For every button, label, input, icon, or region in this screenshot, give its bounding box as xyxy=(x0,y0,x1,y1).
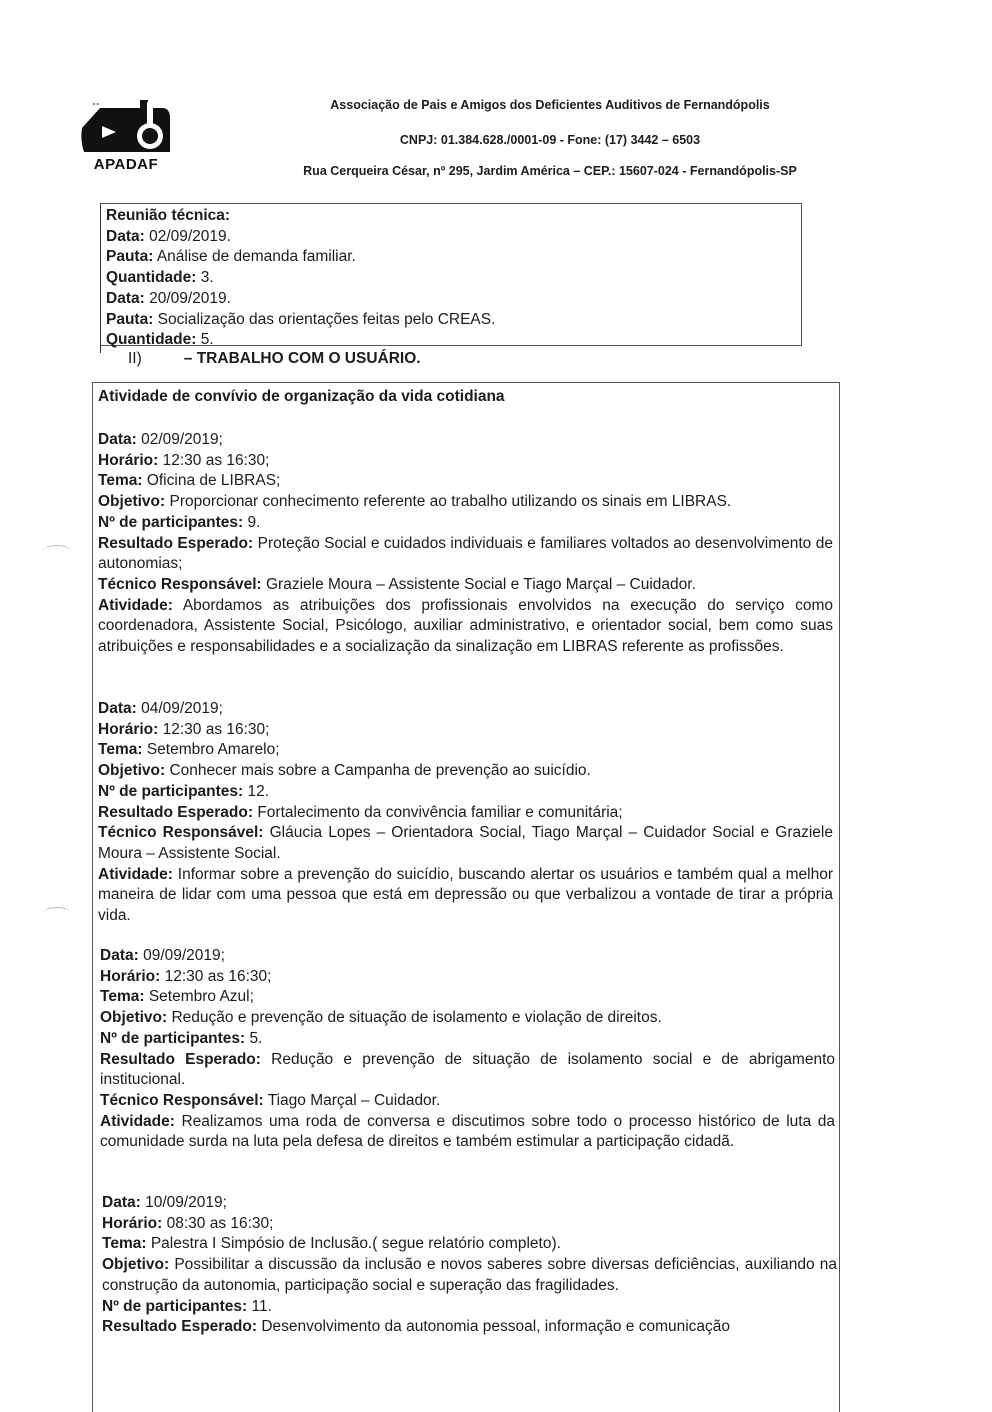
reuniao-pauta-2: Pauta: Socialização das orientações feitas pelo CREAS. xyxy=(106,310,496,328)
entry-data: Data: 09/09/2019; xyxy=(100,947,225,964)
entry-horario: Horário: 12:30 as 16:30; xyxy=(98,451,270,469)
entry-atividade: Atividade: Realizamos uma roda de conversa e discutimos sobre todo o processo histórico de luta da comunidade surda na luta pela defesa de direitos e também estimular a participação cidadã. xyxy=(100,1112,835,1151)
entry-tema: Tema: Oficina de LIBRAS; xyxy=(98,472,281,490)
entry-resultado: Resultado Esperado: Desenvolvimento da autonomia pessoal, informação e comunicação xyxy=(102,1318,731,1336)
entry-data: Data: 10/09/2019; xyxy=(102,1194,227,1211)
activity-entry-1 xyxy=(98,430,833,658)
entry-resultado: Resultado Esperado: Fortalecimento da convivência familiar e comunitária; xyxy=(98,803,623,821)
scan-punch-mark xyxy=(44,907,70,918)
entry-data: Data: 02/09/2019; xyxy=(98,431,223,448)
cnpj-phone: CNPJ: 01.384.628./0001-09 - Fone: (17) 3442 – 6503 xyxy=(399,133,701,147)
activity-entry-2 xyxy=(98,699,833,927)
entry-participantes: Nº de participantes: 9. xyxy=(98,513,261,531)
entry-tema: Tema: Palestra I Simpósio de Inclusão.( segue relatório completo). xyxy=(102,1235,561,1253)
entry-resultado: Resultado Esperado: Proteção Social e cuidados individuais e familiares voltados ao desenvolvimento de autonomias; xyxy=(98,534,834,573)
entry-tecnico: Técnico Responsável: Graziele Moura – Assistente Social e Tiago Marçal – Cuidador. xyxy=(98,575,696,593)
entry-participantes: Nº de participantes: 11. xyxy=(102,1297,272,1315)
section-heading: II) – TRABALHO COM O USUÁRIO. xyxy=(128,350,421,367)
entry-horario: Horário: 12:30 as 16:30; xyxy=(100,967,272,985)
entry-tecnico: Técnico Responsável: Gláucia Lopes – Orientadora Social, Tiago Marçal – Cuidador Social e Graziele Moura – Assistente Social. xyxy=(98,824,833,862)
reuniao-data-1: Data: 02/09/2019. xyxy=(106,227,231,245)
organization-name: Associação de Pais e Amigos dos Deficientes Auditivos de Fernandópolis xyxy=(330,98,770,112)
reuniao-data-2: Data: 20/09/2019. xyxy=(106,289,231,307)
entry-objetivo: Objetivo: Proporcionar conhecimento referente ao trabalho utilizando os sinais em LIBRAS. xyxy=(98,493,732,511)
activity-entry-4 xyxy=(102,1193,837,1338)
address: Rua Cerqueira César, nº 295, Jardim América – CEP.: 15607-024 - Fernandópolis-SP xyxy=(303,164,797,178)
entry-atividade: Atividade: Abordamos as atribuições dos profissionais envolvidos na execução do serviço como coordenadora, Assistente Social, Psicólogo, auxiliar administrativo, e orientador social, bem como suas atribuições e responsabilidades e a socialização da sinalização em LIBRAS referente as profissões. xyxy=(98,596,833,656)
entry-resultado: Resultado Esperado: Redução e prevenção de situação de isolamento social e de abrigamento institucional. xyxy=(100,1050,836,1089)
entry-objetivo: Objetivo: Redução e prevenção de situação de isolamento e violação de direitos. xyxy=(100,1009,662,1027)
entry-horario: Horário: 08:30 as 16:30; xyxy=(102,1214,274,1232)
reuniao-pauta-1: Pauta: Análise de demanda familiar. xyxy=(106,248,356,266)
entry-data: Data: 04/09/2019; xyxy=(98,700,223,717)
box-left-border xyxy=(100,203,101,353)
entry-tema: Tema: Setembro Amarelo; xyxy=(98,741,280,759)
logo-text: APADAF xyxy=(93,156,159,173)
entry-horario: Horário: 12:30 as 16:30; xyxy=(98,720,270,738)
entry-tecnico: Técnico Responsável: Tiago Marçal – Cuidador. xyxy=(100,1091,441,1109)
reuniao-title: Reunião técnica: xyxy=(106,207,231,224)
entry-participantes: Nº de participantes: 5. xyxy=(100,1029,263,1047)
reuniao-quantidade-1: Quantidade: 3. xyxy=(106,269,214,287)
atividades-title: Atividade de convívio de organização da vida cotidiana xyxy=(98,388,505,405)
entry-objetivo: Objetivo: Conhecer mais sobre a Campanha de prevenção ao suicídio. xyxy=(98,762,591,780)
entry-tema: Tema: Setembro Azul; xyxy=(100,988,254,1006)
scan-punch-mark xyxy=(44,545,70,556)
entry-objetivo: Objetivo: Possibilitar a discussão da inclusão e novos saberes sobre diversas deficiências, auxiliando na construção da autonomia, participação social e superação das fragilidades. xyxy=(102,1256,837,1294)
reuniao-tecnica-box xyxy=(100,203,802,349)
activity-entry-3 xyxy=(100,946,835,1153)
svg-text:∘∘: ∘∘ xyxy=(92,102,100,108)
reuniao-quantidade-2: Quantidade: 5. xyxy=(106,331,214,349)
entry-participantes: Nº de participantes: 12. xyxy=(98,782,270,800)
entry-atividade: Atividade: Informar sobre a prevenção do suicídio, buscando alertar os usuários e também qual a melhor maneira de lidar com uma pessoa que está em depressão ou que verbalizou a vontade de tirar a própria vida. xyxy=(98,865,833,925)
